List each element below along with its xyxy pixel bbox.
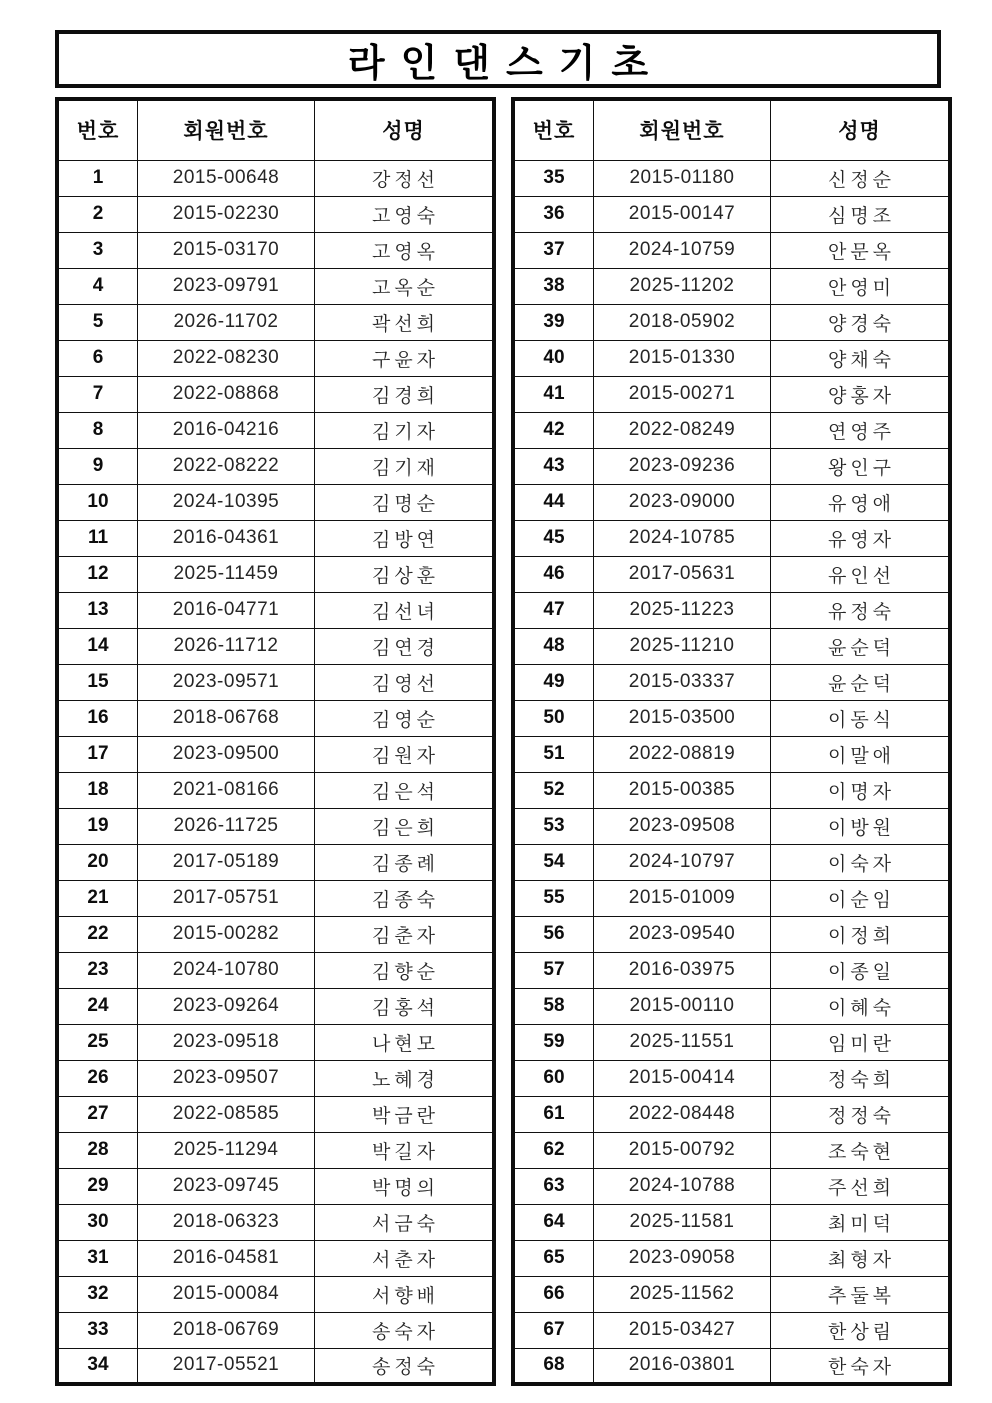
member-id-cell: 2022-08448	[594, 1096, 771, 1132]
row-number-cell: 51	[513, 736, 594, 772]
member-id-cell: 2018-06323	[138, 1204, 315, 1240]
name-cell: 박명의	[315, 1168, 495, 1204]
table-row	[513, 664, 950, 700]
row-number-cell: 27	[57, 1096, 138, 1132]
row-number-cell: 29	[57, 1168, 138, 1204]
name-cell: 연영주	[771, 412, 951, 448]
member-id-cell: 2024-10395	[138, 484, 315, 520]
member-id-cell: 2022-08222	[138, 448, 315, 484]
table-row	[513, 520, 950, 556]
table-row	[57, 196, 494, 232]
name-cell: 유영애	[771, 484, 951, 520]
member-id-cell: 2015-01009	[594, 880, 771, 916]
row-number-cell: 16	[57, 700, 138, 736]
name-cell: 서춘자	[315, 1240, 495, 1276]
row-number-cell: 66	[513, 1276, 594, 1312]
row-number-cell: 61	[513, 1096, 594, 1132]
name-cell: 김향순	[315, 952, 495, 988]
row-number-cell: 19	[57, 808, 138, 844]
row-number-cell: 33	[57, 1312, 138, 1348]
row-number-cell: 49	[513, 664, 594, 700]
table-row	[57, 160, 494, 196]
member-id-cell: 2021-08166	[138, 772, 315, 808]
row-number-cell: 34	[57, 1348, 138, 1384]
table-row	[57, 880, 494, 916]
name-cell: 김기재	[315, 448, 495, 484]
member-id-cell: 2015-00147	[594, 196, 771, 232]
member-id-cell: 2015-00385	[594, 772, 771, 808]
name-cell: 윤순덕	[771, 628, 951, 664]
row-number-cell: 40	[513, 340, 594, 376]
table-row	[57, 1168, 494, 1204]
row-number-cell: 63	[513, 1168, 594, 1204]
member-id-cell: 2023-09571	[138, 664, 315, 700]
member-id-cell: 2026-11725	[138, 808, 315, 844]
member-id-cell: 2023-09264	[138, 988, 315, 1024]
member-id-cell: 2015-00282	[138, 916, 315, 952]
table-row	[57, 628, 494, 664]
row-number-cell: 47	[513, 592, 594, 628]
table-row	[57, 772, 494, 808]
table-row	[57, 844, 494, 880]
row-number-cell: 39	[513, 304, 594, 340]
table-row	[57, 1240, 494, 1276]
name-cell: 양채숙	[771, 340, 951, 376]
row-number-cell: 4	[57, 268, 138, 304]
member-id-cell: 2015-03500	[594, 700, 771, 736]
title-box	[55, 30, 941, 88]
table-row	[57, 304, 494, 340]
name-cell: 김명순	[315, 484, 495, 520]
name-cell: 송숙자	[315, 1312, 495, 1348]
row-number-cell: 22	[57, 916, 138, 952]
member-id-cell: 2024-10788	[594, 1168, 771, 1204]
member-id-cell: 2016-03975	[594, 952, 771, 988]
table-row	[57, 376, 494, 412]
table-row	[57, 340, 494, 376]
name-cell: 왕인구	[771, 448, 951, 484]
row-number-cell: 13	[57, 592, 138, 628]
name-cell: 정정숙	[771, 1096, 951, 1132]
member-id-cell: 2016-04771	[138, 592, 315, 628]
name-cell: 추둘복	[771, 1276, 951, 1312]
table-row	[57, 988, 494, 1024]
member-id-cell: 2025-11562	[594, 1276, 771, 1312]
name-cell: 유영자	[771, 520, 951, 556]
name-cell: 박길자	[315, 1132, 495, 1168]
table-row	[57, 520, 494, 556]
row-number-cell: 41	[513, 376, 594, 412]
member-id-cell: 2015-00110	[594, 988, 771, 1024]
table-row	[513, 808, 950, 844]
member-id-cell: 2025-11459	[138, 556, 315, 592]
row-number-cell: 9	[57, 448, 138, 484]
table-row	[57, 1096, 494, 1132]
name-cell: 유정숙	[771, 592, 951, 628]
name-cell: 윤순덕	[771, 664, 951, 700]
name-cell: 이종일	[771, 952, 951, 988]
table-row	[57, 268, 494, 304]
table-row	[513, 232, 950, 268]
table-row	[513, 988, 950, 1024]
table-row	[57, 1348, 494, 1384]
member-id-cell: 2023-09745	[138, 1168, 315, 1204]
row-number-cell: 8	[57, 412, 138, 448]
member-id-cell: 2025-11223	[594, 592, 771, 628]
name-cell: 안문옥	[771, 232, 951, 268]
table-row	[513, 916, 950, 952]
table-row	[57, 1204, 494, 1240]
name-cell: 김영선	[315, 664, 495, 700]
name-cell: 양홍자	[771, 376, 951, 412]
member-id-cell: 2016-04361	[138, 520, 315, 556]
member-id-cell: 2023-09000	[594, 484, 771, 520]
row-number-cell: 56	[513, 916, 594, 952]
row-number-cell: 32	[57, 1276, 138, 1312]
row-number-cell: 26	[57, 1060, 138, 1096]
row-number-cell: 68	[513, 1348, 594, 1384]
member-id-cell: 2015-00648	[138, 160, 315, 196]
table-row	[57, 1024, 494, 1060]
table-row	[57, 1132, 494, 1168]
member-id-cell: 2015-03170	[138, 232, 315, 268]
table-row	[513, 1348, 950, 1384]
name-cell: 이방원	[771, 808, 951, 844]
name-cell: 정숙희	[771, 1060, 951, 1096]
row-number-cell: 52	[513, 772, 594, 808]
member-id-cell: 2025-11202	[594, 268, 771, 304]
table-row	[57, 1276, 494, 1312]
name-cell: 김종례	[315, 844, 495, 880]
table-row	[513, 1168, 950, 1204]
table-row	[57, 916, 494, 952]
name-cell: 김경희	[315, 376, 495, 412]
table-row	[513, 1240, 950, 1276]
row-number-cell: 50	[513, 700, 594, 736]
member-id-cell: 2025-11294	[138, 1132, 315, 1168]
member-id-cell: 2024-10785	[594, 520, 771, 556]
row-number-cell: 2	[57, 196, 138, 232]
member-id-cell: 2023-09507	[138, 1060, 315, 1096]
table-row	[513, 160, 950, 196]
row-number-cell: 43	[513, 448, 594, 484]
member-id-cell: 2017-05751	[138, 880, 315, 916]
name-cell: 김영순	[315, 700, 495, 736]
table-row	[513, 376, 950, 412]
table-row	[57, 556, 494, 592]
row-number-cell: 65	[513, 1240, 594, 1276]
table-row	[513, 412, 950, 448]
member-id-cell: 2015-00084	[138, 1276, 315, 1312]
table-row	[57, 808, 494, 844]
row-number-cell: 55	[513, 880, 594, 916]
name-cell: 한상림	[771, 1312, 951, 1348]
name-cell: 이숙자	[771, 844, 951, 880]
member-id-cell: 2016-04581	[138, 1240, 315, 1276]
name-cell: 양경숙	[771, 304, 951, 340]
name-cell: 최형자	[771, 1240, 951, 1276]
name-cell: 김은희	[315, 808, 495, 844]
row-number-cell: 6	[57, 340, 138, 376]
table-row	[513, 304, 950, 340]
row-number-cell: 53	[513, 808, 594, 844]
table-row	[513, 844, 950, 880]
table-row	[513, 880, 950, 916]
row-number-cell: 28	[57, 1132, 138, 1168]
table-row	[513, 592, 950, 628]
member-id-cell: 2025-11581	[594, 1204, 771, 1240]
table-row	[513, 1060, 950, 1096]
table-row	[57, 664, 494, 700]
name-cell: 최미덕	[771, 1204, 951, 1240]
member-id-cell: 2015-00414	[594, 1060, 771, 1096]
roster-table-right	[511, 97, 952, 1386]
member-id-cell: 2025-11210	[594, 628, 771, 664]
name-cell: 신정순	[771, 160, 951, 196]
table-row	[513, 448, 950, 484]
table-row	[513, 340, 950, 376]
name-cell: 고영숙	[315, 196, 495, 232]
member-id-cell: 2022-08230	[138, 340, 315, 376]
member-id-cell: 2024-10780	[138, 952, 315, 988]
row-number-cell: 30	[57, 1204, 138, 1240]
row-number-cell: 11	[57, 520, 138, 556]
name-cell: 노혜경	[315, 1060, 495, 1096]
row-number-cell: 37	[513, 232, 594, 268]
member-id-cell: 2023-09518	[138, 1024, 315, 1060]
table-row	[513, 1276, 950, 1312]
table-row	[513, 484, 950, 520]
row-number-cell: 38	[513, 268, 594, 304]
row-number-cell: 12	[57, 556, 138, 592]
member-id-cell: 2018-06769	[138, 1312, 315, 1348]
header-member-id: 회원번호	[594, 99, 771, 160]
row-number-cell: 21	[57, 880, 138, 916]
row-number-cell: 20	[57, 844, 138, 880]
row-number-cell: 24	[57, 988, 138, 1024]
member-id-cell: 2026-11702	[138, 304, 315, 340]
table-row	[57, 232, 494, 268]
table-row	[513, 1024, 950, 1060]
table-row	[57, 448, 494, 484]
row-number-cell: 18	[57, 772, 138, 808]
row-number-cell: 64	[513, 1204, 594, 1240]
name-cell: 김상훈	[315, 556, 495, 592]
name-cell: 김기자	[315, 412, 495, 448]
name-cell: 강정선	[315, 160, 495, 196]
table-row	[513, 736, 950, 772]
name-cell: 이순임	[771, 880, 951, 916]
row-number-cell: 58	[513, 988, 594, 1024]
table-row	[513, 268, 950, 304]
row-number-cell: 44	[513, 484, 594, 520]
member-id-cell: 2023-09058	[594, 1240, 771, 1276]
row-number-cell: 10	[57, 484, 138, 520]
table-row	[513, 628, 950, 664]
name-cell: 김홍석	[315, 988, 495, 1024]
header-row	[57, 99, 494, 160]
row-number-cell: 62	[513, 1132, 594, 1168]
header-name: 성명	[771, 99, 951, 160]
row-number-cell: 60	[513, 1060, 594, 1096]
member-id-cell: 2015-02230	[138, 196, 315, 232]
table-row	[57, 1060, 494, 1096]
member-id-cell: 2026-11712	[138, 628, 315, 664]
name-cell: 김방연	[315, 520, 495, 556]
name-cell: 심명조	[771, 196, 951, 232]
row-number-cell: 48	[513, 628, 594, 664]
row-number-cell: 59	[513, 1024, 594, 1060]
member-id-cell: 2024-10759	[594, 232, 771, 268]
member-id-cell: 2023-09508	[594, 808, 771, 844]
name-cell: 서향배	[315, 1276, 495, 1312]
table-row	[513, 700, 950, 736]
header-no: 번호	[57, 99, 138, 160]
name-cell: 김원자	[315, 736, 495, 772]
table-row	[57, 952, 494, 988]
member-id-cell: 2023-09500	[138, 736, 315, 772]
member-id-cell: 2022-08868	[138, 376, 315, 412]
member-id-cell: 2015-03427	[594, 1312, 771, 1348]
name-cell: 송정숙	[315, 1348, 495, 1384]
row-number-cell: 54	[513, 844, 594, 880]
roster-table-left	[55, 97, 496, 1386]
table-row	[513, 1204, 950, 1240]
name-cell: 이명자	[771, 772, 951, 808]
name-cell: 서금숙	[315, 1204, 495, 1240]
row-number-cell: 45	[513, 520, 594, 556]
name-cell: 나현모	[315, 1024, 495, 1060]
table-row	[513, 196, 950, 232]
row-number-cell: 25	[57, 1024, 138, 1060]
member-id-cell: 2023-09236	[594, 448, 771, 484]
name-cell: 곽선희	[315, 304, 495, 340]
row-number-cell: 14	[57, 628, 138, 664]
name-cell: 안영미	[771, 268, 951, 304]
member-id-cell: 2017-05189	[138, 844, 315, 880]
member-id-cell: 2015-03337	[594, 664, 771, 700]
table-row	[57, 412, 494, 448]
row-number-cell: 31	[57, 1240, 138, 1276]
row-number-cell: 36	[513, 196, 594, 232]
member-id-cell: 2015-00271	[594, 376, 771, 412]
table-row	[513, 1312, 950, 1348]
row-number-cell: 35	[513, 160, 594, 196]
row-number-cell: 5	[57, 304, 138, 340]
name-cell: 주선희	[771, 1168, 951, 1204]
table-row	[57, 484, 494, 520]
header-row	[513, 99, 950, 160]
table-row	[513, 556, 950, 592]
member-id-cell: 2018-06768	[138, 700, 315, 736]
table-row	[57, 736, 494, 772]
name-cell: 박금란	[315, 1096, 495, 1132]
header-name: 성명	[315, 99, 495, 160]
name-cell: 김은석	[315, 772, 495, 808]
header-member-id: 회원번호	[138, 99, 315, 160]
name-cell: 김종숙	[315, 880, 495, 916]
member-id-cell: 2016-03801	[594, 1348, 771, 1384]
name-cell: 한숙자	[771, 1348, 951, 1384]
table-row	[513, 772, 950, 808]
member-id-cell: 2024-10797	[594, 844, 771, 880]
member-id-cell: 2017-05631	[594, 556, 771, 592]
name-cell: 김춘자	[315, 916, 495, 952]
member-id-cell: 2016-04216	[138, 412, 315, 448]
name-cell: 고영옥	[315, 232, 495, 268]
name-cell: 이혜숙	[771, 988, 951, 1024]
table-row	[57, 592, 494, 628]
member-id-cell: 2015-00792	[594, 1132, 771, 1168]
row-number-cell: 15	[57, 664, 138, 700]
member-id-cell: 2023-09791	[138, 268, 315, 304]
table-row	[57, 700, 494, 736]
member-id-cell: 2022-08819	[594, 736, 771, 772]
row-number-cell: 57	[513, 952, 594, 988]
member-id-cell: 2025-11551	[594, 1024, 771, 1060]
row-number-cell: 46	[513, 556, 594, 592]
row-number-cell: 3	[57, 232, 138, 268]
member-id-cell: 2017-05521	[138, 1348, 315, 1384]
table-row	[513, 1096, 950, 1132]
name-cell: 이동식	[771, 700, 951, 736]
table-row	[57, 1312, 494, 1348]
member-id-cell: 2022-08249	[594, 412, 771, 448]
member-id-cell: 2015-01330	[594, 340, 771, 376]
table-row	[513, 1132, 950, 1168]
row-number-cell: 1	[57, 160, 138, 196]
member-id-cell: 2022-08585	[138, 1096, 315, 1132]
name-cell: 김연경	[315, 628, 495, 664]
table-row	[513, 952, 950, 988]
name-cell: 조숙현	[771, 1132, 951, 1168]
name-cell: 유인선	[771, 556, 951, 592]
row-number-cell: 23	[57, 952, 138, 988]
name-cell: 임미란	[771, 1024, 951, 1060]
row-number-cell: 17	[57, 736, 138, 772]
page-title: 라인댄스기초	[347, 42, 665, 85]
name-cell: 고옥순	[315, 268, 495, 304]
member-id-cell: 2015-01180	[594, 160, 771, 196]
member-id-cell: 2018-05902	[594, 304, 771, 340]
header-no: 번호	[513, 99, 594, 160]
row-number-cell: 67	[513, 1312, 594, 1348]
name-cell: 구윤자	[315, 340, 495, 376]
name-cell: 이정희	[771, 916, 951, 952]
name-cell: 김선녀	[315, 592, 495, 628]
name-cell: 이말애	[771, 736, 951, 772]
member-id-cell: 2023-09540	[594, 916, 771, 952]
row-number-cell: 42	[513, 412, 594, 448]
row-number-cell: 7	[57, 376, 138, 412]
